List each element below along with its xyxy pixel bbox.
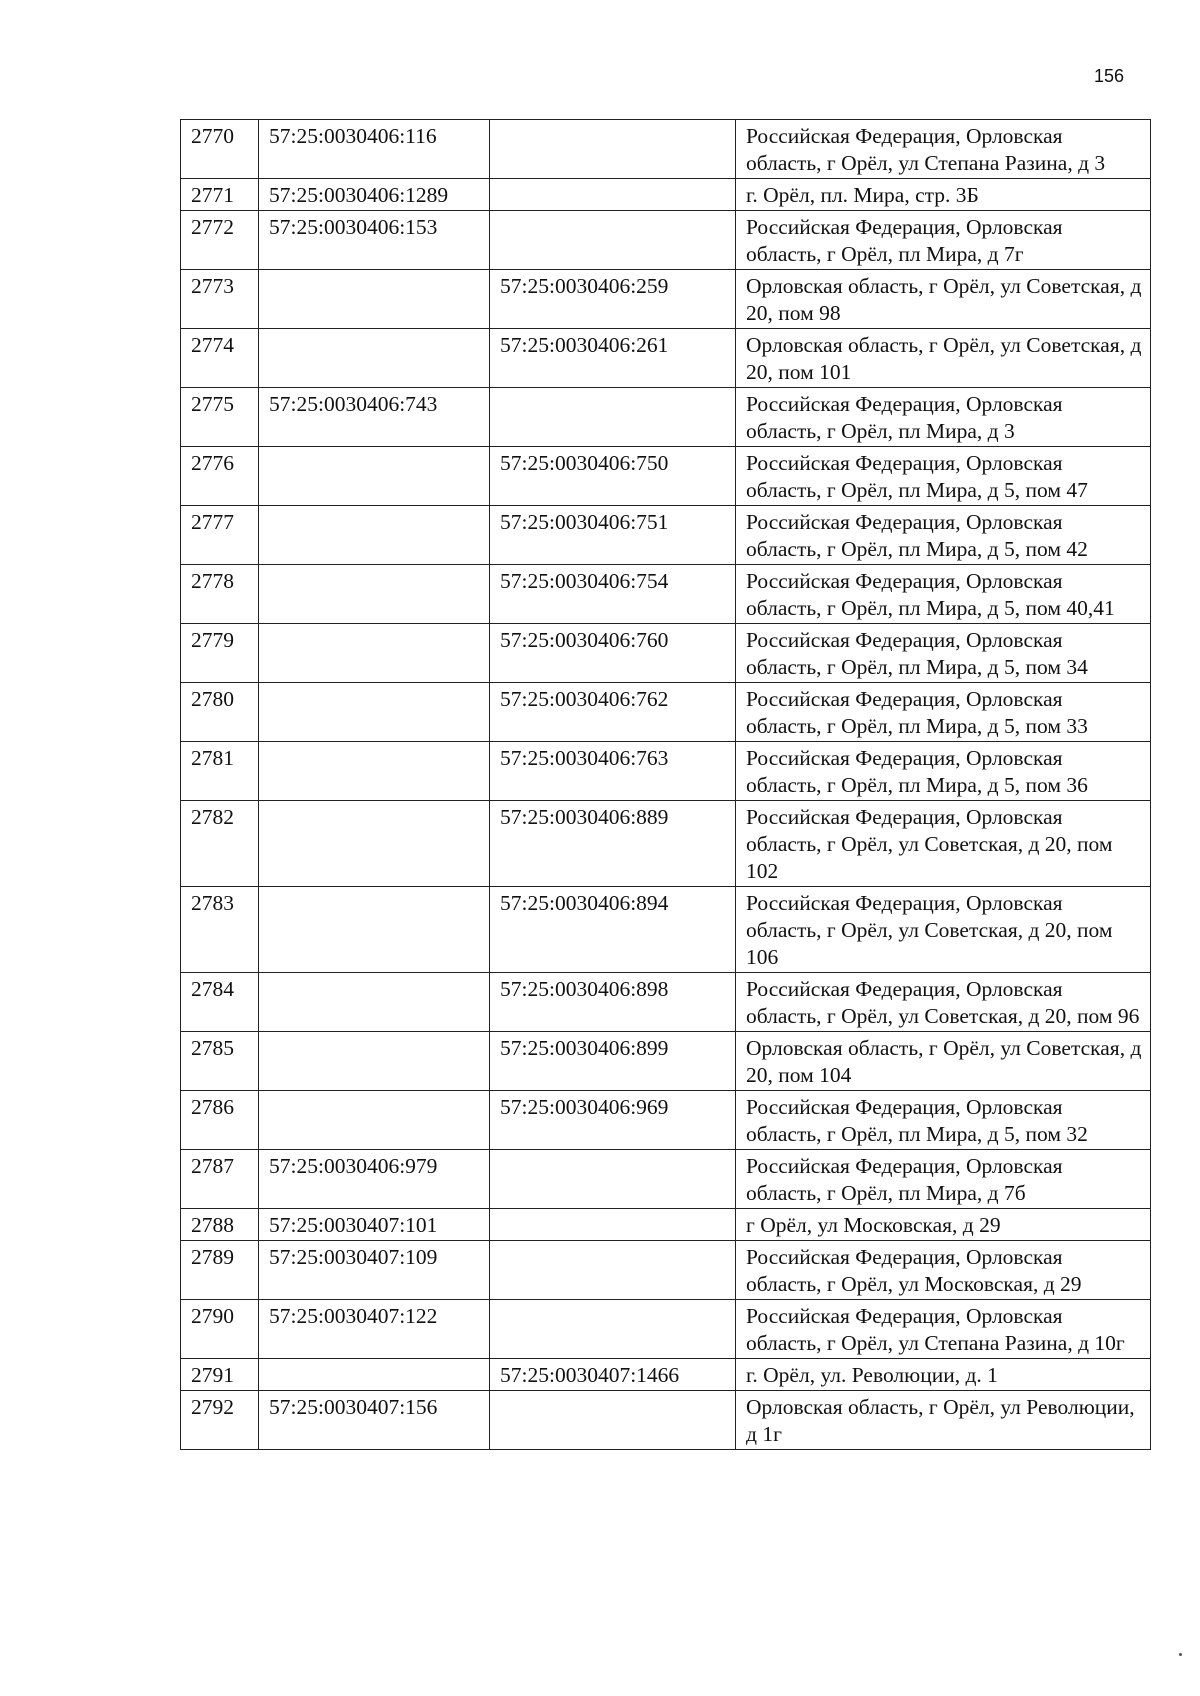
row-number-cell: 2784	[181, 973, 259, 1032]
row-number-cell: 2792	[181, 1391, 259, 1450]
row-number-cell: 2774	[181, 329, 259, 388]
object-cadastral-cell: 57:25:0030406:750	[490, 447, 736, 506]
table-row	[181, 1300, 1151, 1359]
land-cadastral-cell: 57:25:0030407:101	[259, 1209, 490, 1241]
land-cadastral-cell: 57:25:0030406:1289	[259, 179, 490, 211]
object-cadastral-cell: 57:25:0030407:1466	[490, 1359, 736, 1391]
object-cadastral-cell	[490, 120, 736, 179]
land-cadastral-cell	[259, 801, 490, 887]
table-row	[181, 973, 1151, 1032]
row-number-cell: 2777	[181, 506, 259, 565]
land-cadastral-cell	[259, 565, 490, 624]
object-cadastral-cell: 57:25:0030406:969	[490, 1091, 736, 1150]
row-number-cell: 2790	[181, 1300, 259, 1359]
row-number-cell: 2780	[181, 683, 259, 742]
table-row	[181, 120, 1151, 179]
table-row	[181, 683, 1151, 742]
table-row	[181, 624, 1151, 683]
land-cadastral-cell	[259, 329, 490, 388]
table-row	[181, 742, 1151, 801]
object-cadastral-cell: 57:25:0030406:889	[490, 801, 736, 887]
row-number-cell: 2789	[181, 1241, 259, 1300]
land-cadastral-cell: 57:25:0030406:743	[259, 388, 490, 447]
cadastral-table-container	[180, 119, 1150, 1450]
object-cadastral-cell	[490, 1300, 736, 1359]
address-cell: г. Орёл, пл. Мира, стр. 3Б	[736, 179, 1151, 211]
table-row	[181, 1091, 1151, 1150]
row-number-cell: 2778	[181, 565, 259, 624]
object-cadastral-cell	[490, 1391, 736, 1450]
land-cadastral-cell	[259, 742, 490, 801]
object-cadastral-cell	[490, 388, 736, 447]
address-cell: Российская Федерация, Орловская область, г Орёл, ул Советская, д 20, пом 106	[736, 887, 1151, 973]
address-cell: Орловская область, г Орёл, ул Революции, д 1г	[736, 1391, 1151, 1450]
address-cell: Орловская область, г Орёл, ул Советская, д 20, пом 104	[736, 1032, 1151, 1091]
address-cell: Российская Федерация, Орловская область, г Орёл, пл Мира, д 5, пом 34	[736, 624, 1151, 683]
object-cadastral-cell: 57:25:0030406:259	[490, 270, 736, 329]
object-cadastral-cell	[490, 1209, 736, 1241]
address-cell: Российская Федерация, Орловская область, г Орёл, пл Мира, д 5, пом 32	[736, 1091, 1151, 1150]
land-cadastral-cell	[259, 624, 490, 683]
address-cell: Российская Федерация, Орловская область, г Орёл, пл Мира, д 5, пом 42	[736, 506, 1151, 565]
land-cadastral-cell	[259, 1032, 490, 1091]
table-row	[181, 1391, 1151, 1450]
address-cell: Российская Федерация, Орловская область, г Орёл, пл Мира, д 5, пом 47	[736, 447, 1151, 506]
address-cell: Российская Федерация, Орловская область, г Орёл, пл Мира, д 5, пом 40,41	[736, 565, 1151, 624]
row-number-cell: 2776	[181, 447, 259, 506]
row-number-cell: 2788	[181, 1209, 259, 1241]
address-cell: Российская Федерация, Орловская область, г Орёл, ул Советская, д 20, пом 96	[736, 973, 1151, 1032]
address-cell: Российская Федерация, Орловская область, г Орёл, ул Степана Разина, д 10г	[736, 1300, 1151, 1359]
address-cell: Российская Федерация, Орловская область, г Орёл, пл Мира, д 7г	[736, 211, 1151, 270]
table-row	[181, 1150, 1151, 1209]
object-cadastral-cell	[490, 1241, 736, 1300]
table-row	[181, 388, 1151, 447]
land-cadastral-cell	[259, 973, 490, 1032]
object-cadastral-cell: 57:25:0030406:261	[490, 329, 736, 388]
land-cadastral-cell	[259, 683, 490, 742]
land-cadastral-cell: 57:25:0030407:109	[259, 1241, 490, 1300]
object-cadastral-cell: 57:25:0030406:763	[490, 742, 736, 801]
address-cell: г Орёл, ул Московская, д 29	[736, 1209, 1151, 1241]
row-number-cell: 2772	[181, 211, 259, 270]
object-cadastral-cell: 57:25:0030406:762	[490, 683, 736, 742]
table-row	[181, 1241, 1151, 1300]
row-number-cell: 2782	[181, 801, 259, 887]
cadastral-table	[180, 119, 1151, 1450]
page-number: 156	[1093, 66, 1124, 86]
land-cadastral-cell	[259, 1091, 490, 1150]
row-number-cell: 2787	[181, 1150, 259, 1209]
object-cadastral-cell: 57:25:0030406:899	[490, 1032, 736, 1091]
address-cell: г. Орёл, ул. Революции, д. 1	[736, 1359, 1151, 1391]
address-cell: Российская Федерация, Орловская область, г Орёл, пл Мира, д 5, пом 33	[736, 683, 1151, 742]
row-number-cell: 2785	[181, 1032, 259, 1091]
object-cadastral-cell	[490, 179, 736, 211]
land-cadastral-cell	[259, 1359, 490, 1391]
row-number-cell: 2771	[181, 179, 259, 211]
row-number-cell: 2783	[181, 887, 259, 973]
object-cadastral-cell: 57:25:0030406:760	[490, 624, 736, 683]
object-cadastral-cell: 57:25:0030406:898	[490, 973, 736, 1032]
land-cadastral-cell	[259, 447, 490, 506]
address-cell: Орловская область, г Орёл, ул Советская, д 20, пом 98	[736, 270, 1151, 329]
land-cadastral-cell: 57:25:0030406:116	[259, 120, 490, 179]
address-cell: Российская Федерация, Орловская область, г Орёл, ул Степана Разина, д 3	[736, 120, 1151, 179]
address-cell: Орловская область, г Орёл, ул Советская, д 20, пом 101	[736, 329, 1151, 388]
address-cell: Российская Федерация, Орловская область, г Орёл, ул Московская, д 29	[736, 1241, 1151, 1300]
land-cadastral-cell	[259, 506, 490, 565]
table-row	[181, 270, 1151, 329]
table-row	[181, 565, 1151, 624]
object-cadastral-cell	[490, 211, 736, 270]
land-cadastral-cell	[259, 887, 490, 973]
row-number-cell: 2781	[181, 742, 259, 801]
object-cadastral-cell: 57:25:0030406:894	[490, 887, 736, 973]
address-cell: Российская Федерация, Орловская область, г Орёл, ул Советская, д 20, пом 102	[736, 801, 1151, 887]
address-cell: Российская Федерация, Орловская область, г Орёл, пл Мира, д 5, пом 36	[736, 742, 1151, 801]
table-body	[181, 120, 1151, 1450]
land-cadastral-cell: 57:25:0030407:156	[259, 1391, 490, 1450]
object-cadastral-cell: 57:25:0030406:754	[490, 565, 736, 624]
table-row	[181, 506, 1151, 565]
table-row	[181, 179, 1151, 211]
table-row	[181, 887, 1151, 973]
table-row	[181, 447, 1151, 506]
row-number-cell: 2791	[181, 1359, 259, 1391]
table-row	[181, 211, 1151, 270]
row-number-cell: 2775	[181, 388, 259, 447]
row-number-cell: 2779	[181, 624, 259, 683]
address-cell: Российская Федерация, Орловская область, г Орёл, пл Мира, д 7б	[736, 1150, 1151, 1209]
table-row	[181, 1209, 1151, 1241]
row-number-cell: 2786	[181, 1091, 259, 1150]
land-cadastral-cell	[259, 270, 490, 329]
table-row	[181, 1032, 1151, 1091]
land-cadastral-cell: 57:25:0030407:122	[259, 1300, 490, 1359]
table-row	[181, 1359, 1151, 1391]
address-cell: Российская Федерация, Орловская область, г Орёл, пл Мира, д 3	[736, 388, 1151, 447]
object-cadastral-cell	[490, 1150, 736, 1209]
land-cadastral-cell: 57:25:0030406:979	[259, 1150, 490, 1209]
scan-speck	[1179, 1653, 1182, 1656]
land-cadastral-cell: 57:25:0030406:153	[259, 211, 490, 270]
table-row	[181, 801, 1151, 887]
row-number-cell: 2770	[181, 120, 259, 179]
table-row	[181, 329, 1151, 388]
object-cadastral-cell: 57:25:0030406:751	[490, 506, 736, 565]
row-number-cell: 2773	[181, 270, 259, 329]
